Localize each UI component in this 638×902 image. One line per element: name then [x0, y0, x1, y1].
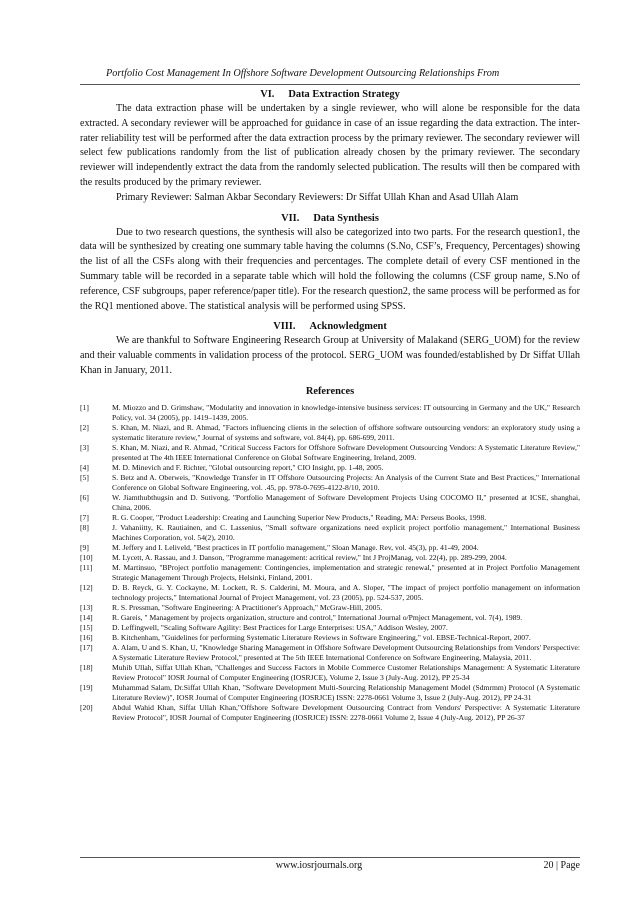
reference-item: [80, 523, 580, 543]
reference-number: [15]: [80, 622, 93, 632]
reference-text: M. Miozzo and D. Grimshaw, "Modularity and innovation in knowledge-intensive business services: IT outsourcing in Germany and the UK," Research Policy, vol. 34 (2005), pp. 1419–1439, 2005.: [112, 402, 580, 422]
reference-number: [16]: [80, 632, 93, 642]
reference-number: [18]: [80, 662, 93, 672]
reference-number: [17]: [80, 642, 93, 652]
reference-item: [80, 543, 580, 553]
reference-item: [80, 583, 580, 603]
reference-text: Muhib Ullah, Siffat Ullah Khan, "Challenges and Success Factors in Mobile Commerce Customer Relationships Management: A Systematic Literature Review Protocol" IOSR Journal of Computer Engineering (IOSRJCE), Volume 2, Issue 3 (July-Aug. 2012), PP 25-34: [112, 662, 580, 682]
reference-text: S. Betz and A. Oberweis, "Knowledge Transfer in IT Offshore Outsourcing Projects: An Analysis of the Current State and Best Practices," International Conference on Global Software Engineering, vol. .45, pp. 978-0-7695-4122-8/10, 2010.: [112, 472, 580, 492]
reference-item: [80, 423, 580, 443]
reference-item: [80, 703, 580, 723]
reference-item: [80, 633, 580, 643]
section-6-title: Data Extraction Strategy: [288, 89, 400, 100]
header-rule: [80, 84, 580, 85]
reference-number: [2]: [80, 422, 89, 432]
reference-item: [80, 443, 580, 463]
running-head: Portfolio Cost Management In Offshore Software Development Outsourcing Relationships From: [106, 68, 500, 79]
footer-page-number: 20 | Page: [543, 860, 580, 871]
reference-text: S. Khan, M. Niazi, and R. Ahmad, "Factors influencing clients in the selection of offshore software outsourcing vendors: an exploratory study using a systematic literature review," Journal of systems and software, vol. 84(4), pp. 686-699, 2011.: [112, 422, 580, 442]
reference-item: [80, 553, 580, 563]
section-7-number: VII.: [281, 212, 300, 224]
reference-item: [80, 493, 580, 513]
section-8-number: VIII.: [273, 321, 296, 333]
reference-text: R. Gareis, " Management by projects organization, structure and control," International Journal o/Pmject Management, vol. 7(4), 1989.: [112, 612, 523, 622]
reference-text: J. Vahaniitty, K. Rautiainen, and C. Lassenius, "Small software organizations need explicit project portfolio management," International Business Machines Corporation, vol. 54(2), 2010.: [112, 522, 580, 542]
section-8-paragraph: We are thankful to Software Engineering Research Group at University of Malakand (SERG_UOM) for the review and their valuable comments in validation process of the protocol. SERG_UOM was founded/established by Dr Siffat Ullah Khan in January, 2011.: [80, 335, 580, 376]
reference-number: [12]: [80, 582, 93, 592]
reference-item: [80, 623, 580, 633]
section-6-heading: [80, 88, 580, 102]
reference-text: D. B. Reyck, G. Y. Cockayne, M. Lockett, R. S. Calderini, M. Moura, and A. Sloper, "The impact of project portfolio management on information technology projects," International Journal of Project Management, vol. 23 (2005), pp. 524-537, 2005.: [112, 582, 580, 602]
reference-item: [80, 683, 580, 703]
reference-text: Abdul Wahid Khan, Siffat Ullah Khan,"Offshore Software Development Outsourcing Contract from Vendors' Perspective: A Systematic Literature Review Protocol", IOSR Journal of Computer Engineering (IOSRJCE) ISSN: 2278-0661 Volume 2, Issue 4 (July-Aug. 2012), PP 26-37: [112, 702, 580, 722]
reference-number: [4]: [80, 462, 89, 472]
reference-text: A. Alam, U and S. Khan, U, "Knowledge Sharing Management in Offshore Software Development Outsourcing Relationships from Vendors' Perspective: A Systematic Literature Review Protocol," presented at The 5th IEEE International Conference on Software Engineering, Malaysia, 2011.: [112, 642, 580, 662]
reference-number: [20]: [80, 702, 93, 712]
reference-number: [6]: [80, 492, 89, 502]
reference-item: [80, 663, 580, 683]
reference-number: [11]: [80, 562, 93, 572]
reference-item: [80, 563, 580, 583]
reference-item: [80, 473, 580, 493]
reference-item: [80, 513, 580, 523]
reference-item: [80, 613, 580, 623]
reference-text: R. G. Cooper, "Product Leadership: Creating and Launching Superior New Products," Reading, MA: Perseus Books, 1998.: [112, 512, 487, 522]
reference-item: [80, 403, 580, 423]
reference-text: B. Kitchenham, "Guidelines for performing Systematic Literature Reviews in Software Engineering," vol. EBSE-Technical-Report, 2007.: [112, 632, 531, 642]
reference-number: [19]: [80, 682, 93, 692]
reference-number: [8]: [80, 522, 89, 532]
reference-number: [1]: [80, 402, 89, 412]
reference-text: M. D. Minevich and F. Richter, "Global outsourcing report," CIO Insight, pp. 1-48, 2005.: [112, 462, 384, 472]
section-8-heading: [80, 320, 580, 334]
reference-item: [80, 643, 580, 663]
reference-text: Muhammad Salam, Dr.Siffat Ullah Khan, "Software Development Multi-Sourcing Relationship Management Model (Sdmrmm) Protocol (A Systematic Literature Review)", IOSR Journal of Computer Engineering (IOSRJCE) ISSN: 2278-0661 Volume 3, Issue 2 (July-Aug. 2012), PP 24-31: [112, 682, 580, 702]
reference-number: [7]: [80, 512, 89, 522]
page-content: [80, 88, 580, 723]
section-6-paragraph: The data extraction phase will be undertaken by a single reviewer, who will alone be responsible for the data extracted. A secondary reviewer will be approached for guidance in case of an issue regarding the data extraction. The inter-rater reliability test will be performed after the data extraction process by the primary reviewer. The secondary reviewer will select few publications randomly from the list of publication already chosen by the primary reviewer. The secondary reviewer will independently extract the data from the randomly selected publication. The results will then be compared with the results produced by the primary reviewer.: [80, 103, 580, 188]
reference-text: W. Jiamthubthugsin and D. Sutivong, "Portfolio Management of Software Development Projects Using COCOMO II," presented at ICSE, shanghai, China, 2006.: [112, 492, 580, 512]
section-8-title: Acknowledgment: [309, 321, 387, 333]
references-heading: References: [305, 385, 355, 397]
reference-number: [9]: [80, 542, 89, 552]
reference-text: R. S. Pressman, "Software Engineering: A Practitioner's Approach," McGraw-Hill, 2005.: [112, 602, 383, 612]
reference-number: [10]: [80, 552, 93, 562]
section-6-number: VI.: [260, 89, 275, 100]
reference-number: [14]: [80, 612, 93, 622]
reference-text: D. Leffingwell, "Scaling Software Agility: Best Practices for Large Enterprises: USA," Addison Wesley, 2007.: [112, 622, 448, 632]
reference-text: M. Martinsuo, "BProject portfolio management: Contingencies, implementation and strategic renewal," presented at in Project Portfolio Management Strategic Management Through Projects, Helsinki, Finland, 2001.: [112, 562, 580, 582]
reference-number: [5]: [80, 472, 89, 482]
reference-text: M. Lycett, A. Rassau, and J. Danson, "Programme management: acritical review," Int J ProjManag, vol. 22(4), pp. 289-299, 2004.: [112, 552, 507, 562]
section-7-title: Data Synthesis: [313, 212, 379, 224]
references-list: [80, 403, 580, 723]
reference-number: [13]: [80, 602, 93, 612]
reference-text: M. Jeffery and I. Leliveld, "Best practices in IT portfolio management," Sloan Manage. Rev, vol. 45(3), pp. 41-49, 2004.: [112, 542, 479, 552]
reference-item: [80, 603, 580, 613]
section-7-paragraph: Due to two research questions, the synthesis will also be categorized into two parts. For the research question1, the data will be synthesized by creating one summary table having the columns (S.No, CSF’s, Frequency, Percentages) showing the list of all the CSFs along with their frequencies and percentages. The complete detail of every CSF mentioned in the Summary table will be recorded in a separate table which will hold the following the columns (CSF group name, S.No of reference, CSF subgroups, paper reference/paper title). For the research question2, the same process will be performed as for the RQ1 mentioned above. The statistical analysis will be performed using SPSS.: [80, 226, 580, 312]
reference-text: S. Khan, M. Niazi, and R. Ahmad, "Critical Success Factors for Offshore Software Development Outsourcing Vendors: A Systematic Literature Review," presented at The 4th IEEE International Conference on Global Software Engineering, Ireland, 2009.: [112, 442, 580, 462]
reference-number: [3]: [80, 442, 89, 452]
reference-item: [80, 463, 580, 473]
reviewers-line: Primary Reviewer: Salman Akbar Secondary Reviewers: Dr Siffat Ullah Khan and Asad Ullah Alam: [116, 191, 519, 203]
footer-rule: [80, 857, 580, 858]
footer-website: www.iosrjournals.org: [275, 860, 363, 871]
section-7-heading: [80, 212, 580, 226]
